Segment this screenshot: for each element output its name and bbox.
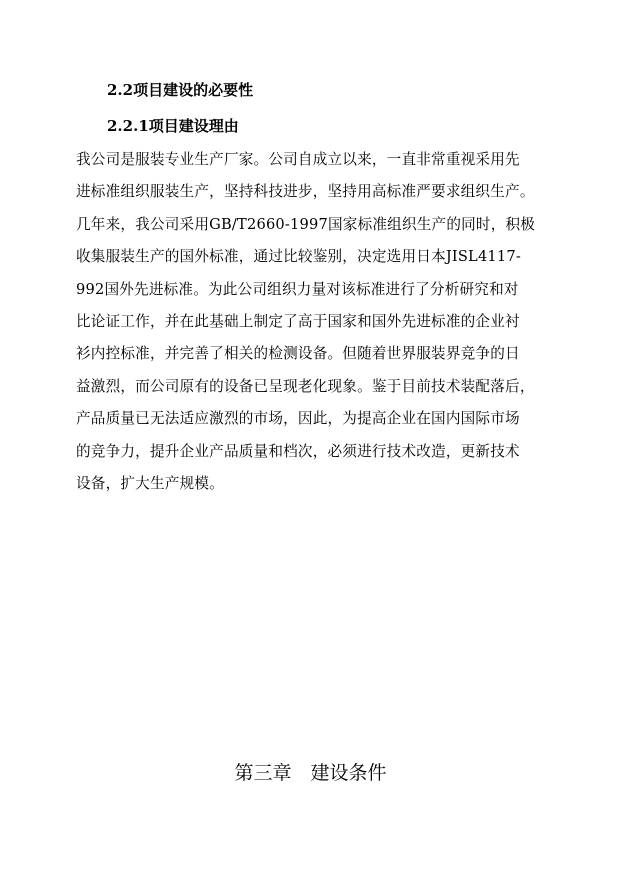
section-heading: 2.2项目建设的必要性 [107,81,254,99]
paragraph-line: 992国外先进标准。为此公司组织力量对该标准进行了分析研究和对 [76,280,519,298]
paragraph-line: 产品质量已无法适应激烈的市场，因此，为提高企业在国内国际市场 [76,410,520,428]
paragraph-line: 进标准组织服装生产，坚持科技进步，坚持用高标准严要求组织生产。 [76,183,535,201]
paragraph-line: 衫内控标准，并完善了相关的检测设备。但随着世界服装界竞争的日 [76,345,520,363]
paragraph-line: 益激烈，而公司原有的设备已呈现老化现象。鉴于目前技术装配落后， [76,377,535,395]
paragraph-line: 我公司是服装专业生产厂家。公司自成立以来，一直非常重视采用先 [76,151,520,168]
paragraph-line: 比论证工作，并在此基础上制定了高于国家和国外先进标准的企业衬 [76,312,520,330]
paragraph-line: 的竞争力，提升企业产品质量和档次，必须进行技术改造，更新技术 [76,442,520,460]
paragraph-line: 设备，扩大生产规模。 [76,474,224,492]
subsection-heading: 2.2.1项目建设理由 [107,117,239,135]
chapter-title: 第三章 建设条件 [234,762,387,784]
paragraph-line: 收集服装生产的国外标准，通过比较鉴别，决定选用日本JISL4117- [76,248,522,266]
paragraph-line: 几年来，我公司采用GB/T2660-1997国家标准组织生产的同时，积极 [76,215,536,233]
body-paragraph [76,144,556,500]
